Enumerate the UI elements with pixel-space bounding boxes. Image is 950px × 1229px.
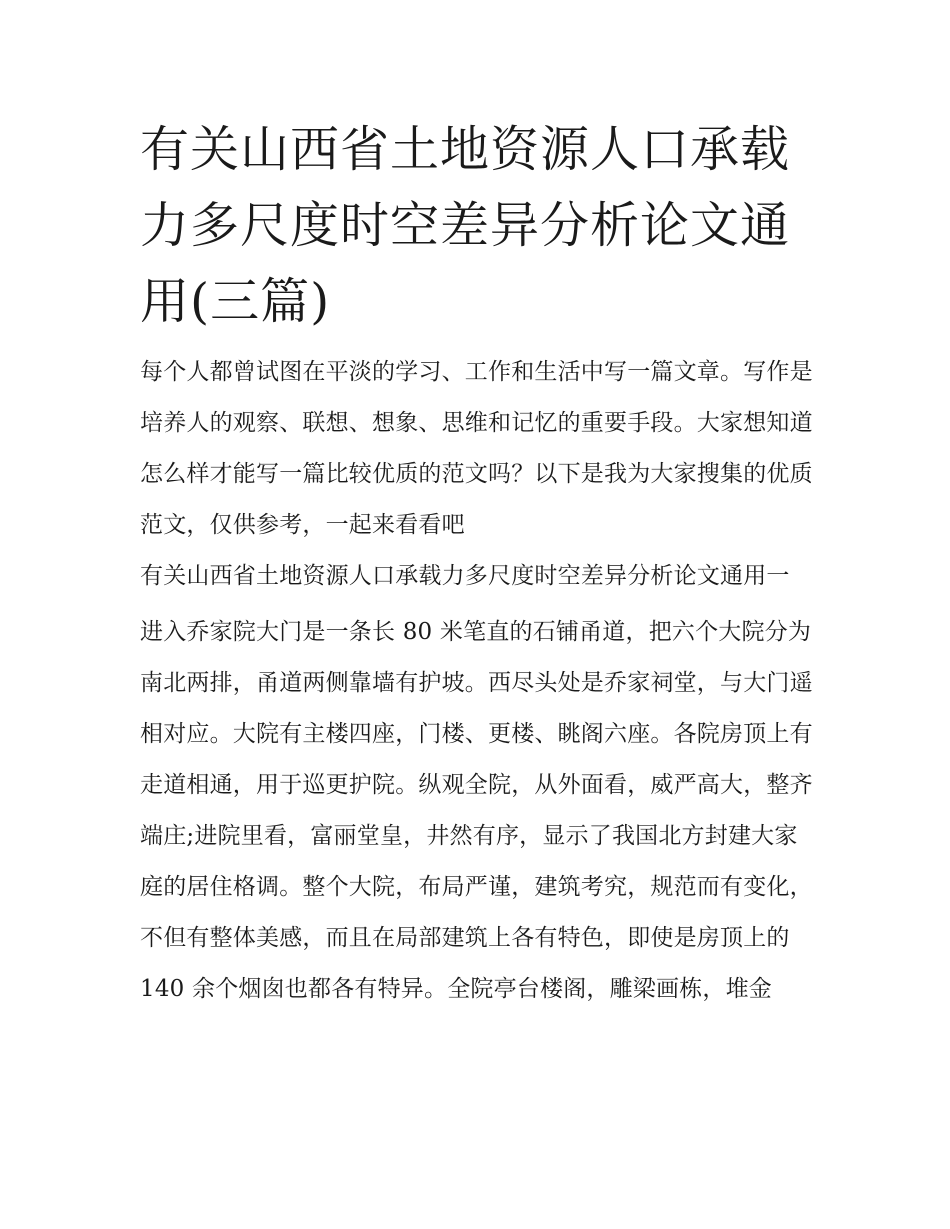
body-paragraph-continued: 140 余个烟囱也都各有特异。全院亭台楼阁，雕梁画栋，堆金	[140, 976, 773, 1002]
document-title: 有关山西省土地资源人口承载力多尺度时空差异分析论文通用(三篇)	[140, 121, 791, 330]
section-heading: 有关山西省土地资源人口承载力多尺度时空差异分析论文通用一	[140, 563, 790, 589]
intro-paragraph: 每个人都曾试图在平淡的学习、工作和生活中写一篇文章。写作是培养人的观察、联想、想象、思维和记忆的重要手段。大家想知道怎么样才能写一篇比较优质的范文吗？以下是我为大家搜集的优质范文，仅供参考，一起来看看吧	[140, 359, 813, 538]
body-paragraph: 进入乔家院大门是一条长 80 米笔直的石铺甬道，把六个大院分为南北两排，甬道两侧靠墙有护坡。西尽头处是乔家祠堂，与大门遥相对应。大院有主楼四座，门楼、更楼、眺阁六座。各院房顶上有走道相通，用于巡更护院。纵观全院，从外面看，威严高大，整齐端庄;进院里看，富丽堂皇，井然有序，显示了我国北方封建大家庭的居住格调。整个大院，布局严谨，建筑考究，规范而有变化，不但有整体美感，而且在局部建筑上各有特色，即使是房顶上的	[140, 619, 813, 951]
document-page	[140, 112, 820, 1015]
